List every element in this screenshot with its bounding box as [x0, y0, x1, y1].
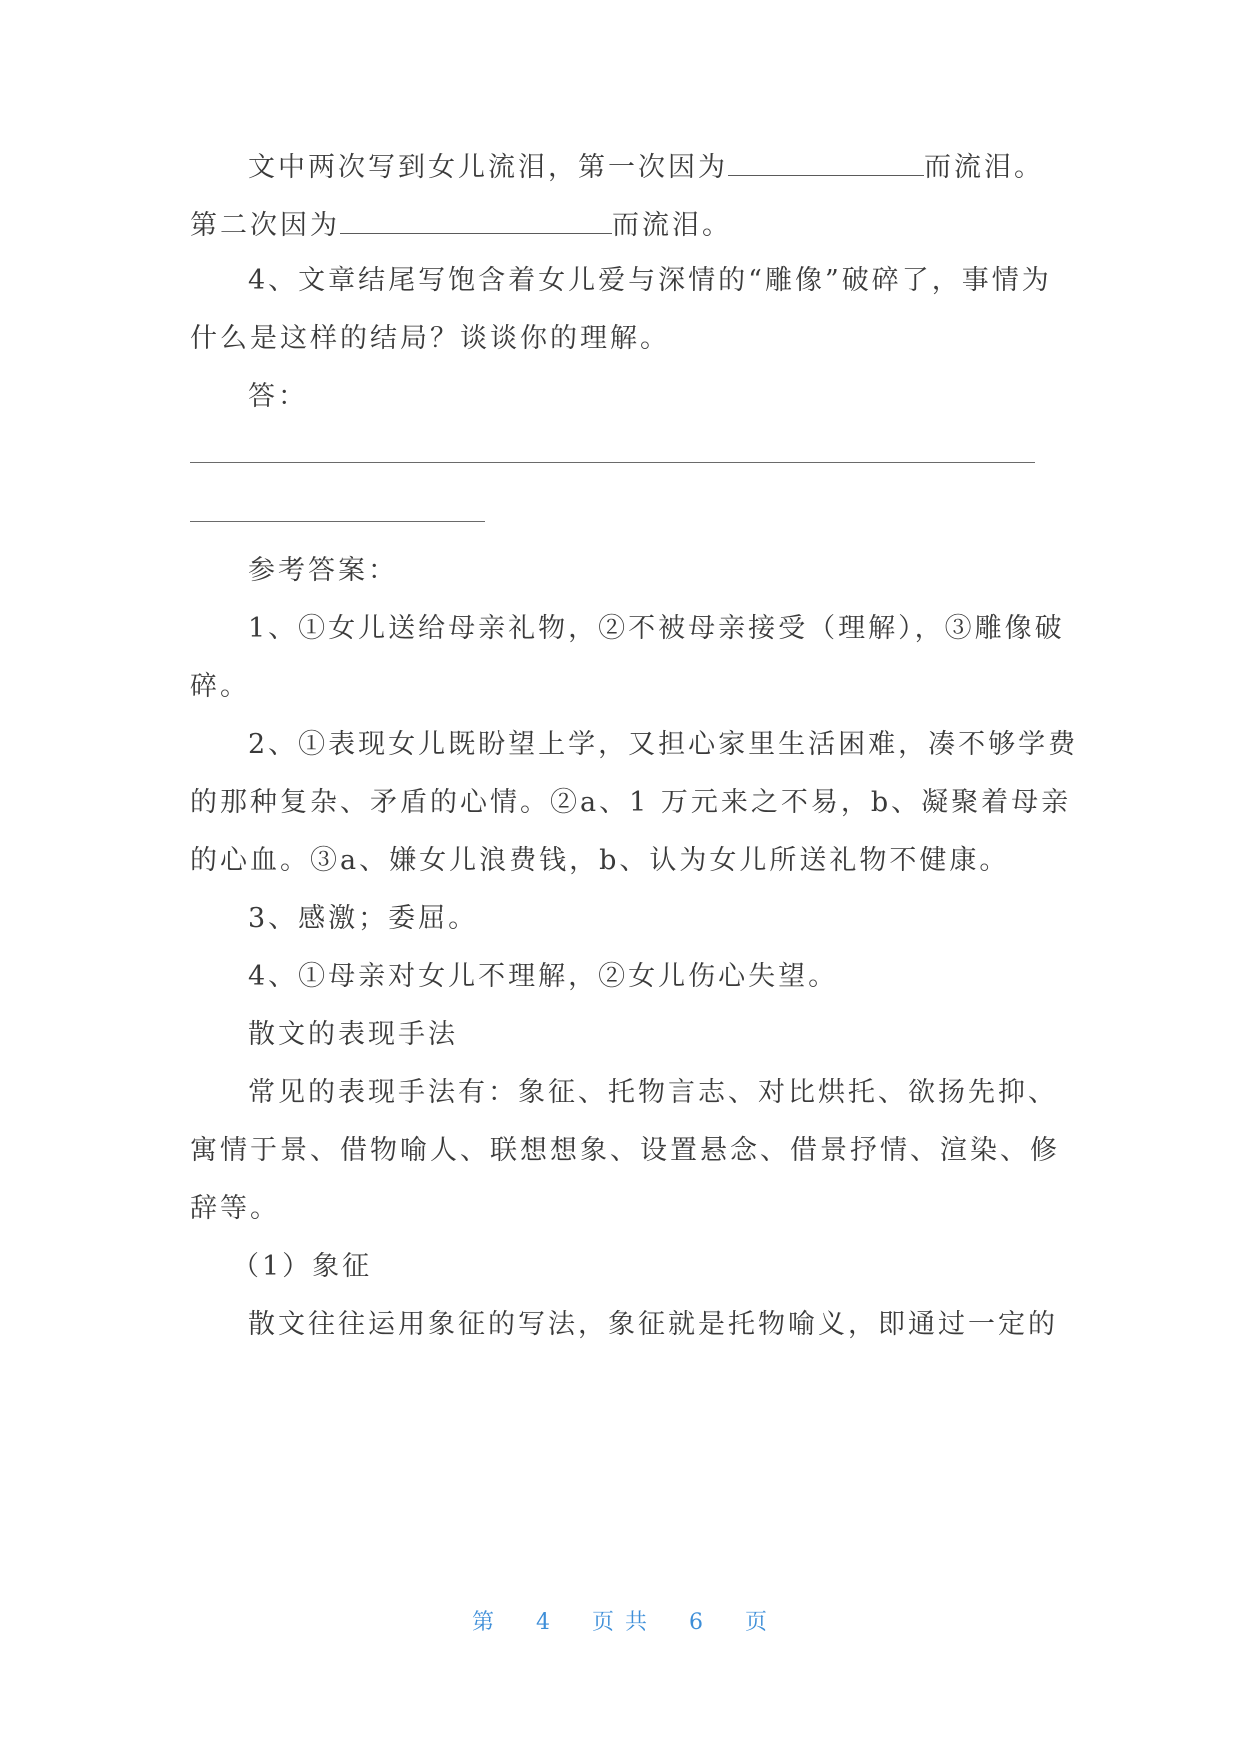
answer-blank-2[interactable] — [340, 203, 612, 234]
answer-line-1[interactable] — [190, 462, 1035, 463]
total-pages-number: 6 — [689, 1610, 705, 1635]
page-footer — [0, 1605, 1241, 1636]
question3-line1 — [248, 145, 1128, 188]
question4-line2: 什么是这样的结局？谈谈你的理解。 — [190, 323, 670, 354]
footer-middle: 页 共 — [592, 1610, 649, 1635]
reference-answer-2-line2: 的那种复杂、矛盾的心情。②a、1 万元来之不易，b、凝聚着母亲 — [190, 787, 1072, 818]
current-page-number: 4 — [536, 1610, 552, 1635]
question3-text-4: 而流泪。 — [612, 210, 732, 241]
reference-answer-1-line1: 1、①女儿送给母亲礼物，②不被母亲接受（理解），③雕像破 — [248, 613, 1065, 644]
reference-answer-2-line3: 的心血。③a、嫌女儿浪费钱，b、认为女儿所送礼物不健康。 — [190, 845, 1010, 876]
section-heading: 散文的表现手法 — [248, 1019, 458, 1050]
footer-prefix: 第 — [471, 1610, 496, 1635]
essay-paragraph-2-line1: 散文往往运用象征的写法，象征就是托物喻义，即通过一定的 — [248, 1309, 1058, 1340]
question3-text-2: 而流泪。 — [924, 152, 1044, 183]
answer-blank-1[interactable] — [728, 145, 924, 176]
question3-line2 — [190, 203, 1070, 246]
reference-heading: 参考答案： — [248, 555, 398, 586]
question3-text-3: 第二次因为 — [190, 210, 340, 241]
essay-paragraph-1-line3: 辞等。 — [190, 1193, 280, 1224]
essay-paragraph-1-line1: 常见的表现手法有：象征、托物言志、对比烘托、欲扬先抑、 — [248, 1077, 1058, 1108]
reference-answer-3: 3、感激；委屈。 — [248, 903, 479, 934]
footer-suffix: 页 — [745, 1610, 770, 1635]
reference-answer-1-line2: 碎。 — [190, 671, 250, 702]
answer-label: 答： — [248, 381, 308, 412]
answer-line-2[interactable] — [190, 521, 485, 522]
reference-answer-2-line1: 2、①表现女儿既盼望上学，又担心家里生活困难，凑不够学费 — [248, 729, 1079, 760]
subsection-heading: （1）象征 — [232, 1251, 373, 1282]
reference-answer-4: 4、①母亲对女儿不理解，②女儿伤心失望。 — [248, 961, 839, 992]
question4-line1: 4、文章结尾写饱含着女儿爱与深情的“雕像”破碎了，事情为 — [248, 265, 1052, 296]
essay-paragraph-1-line2: 寓情于景、借物喻人、联想想象、设置悬念、借景抒情、渲染、修 — [190, 1135, 1060, 1166]
question3-text-1: 文中两次写到女儿流泪，第一次因为 — [248, 152, 728, 183]
